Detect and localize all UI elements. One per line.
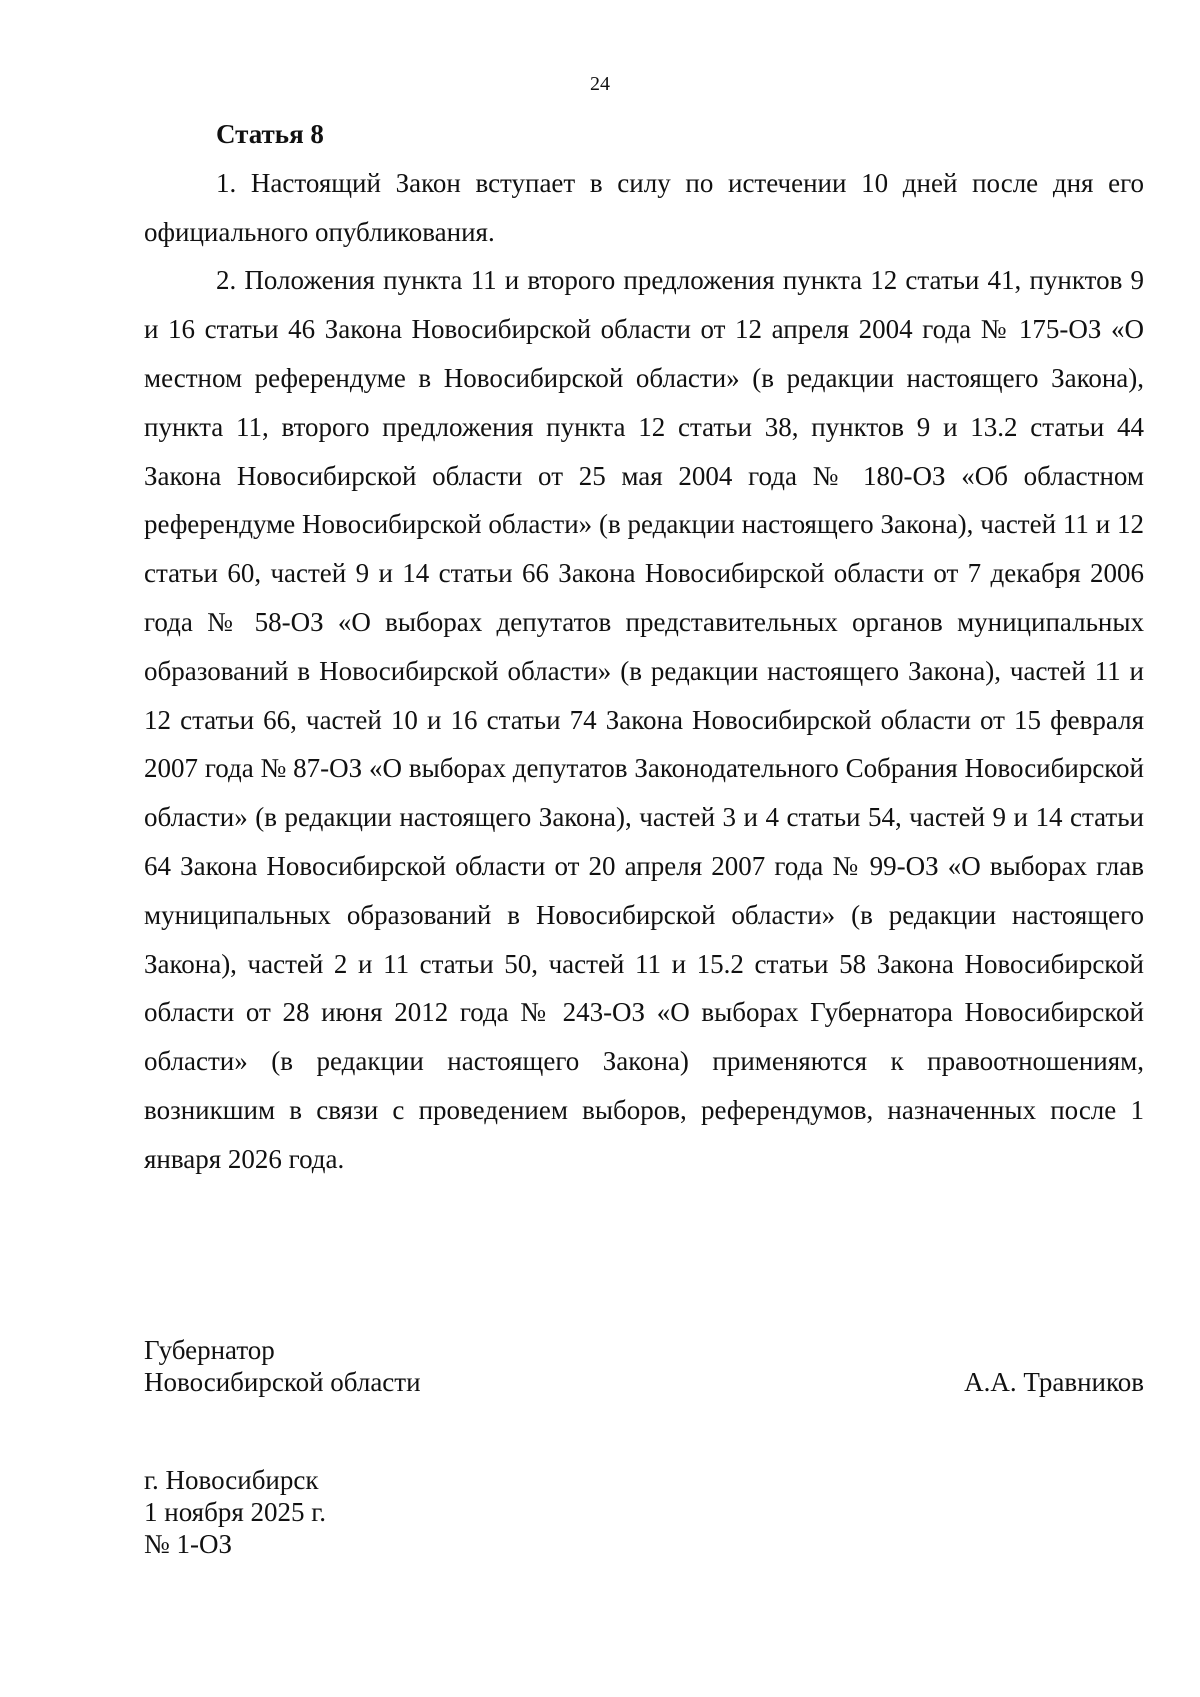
date: 1 ноября 2025 г.: [144, 1497, 327, 1527]
signature-block: [144, 1334, 1144, 1398]
page-number: 24: [590, 73, 610, 95]
law-number: № 1-ОЗ: [144, 1529, 233, 1559]
signature-row: [144, 1366, 1144, 1398]
signatory-name: А.А. Травников: [964, 1367, 1144, 1397]
article-title: Статья 8: [216, 119, 324, 149]
signatory-position-line2: Новосибирской области: [144, 1367, 421, 1397]
paragraph-1: 1. Настоящий Закон вступает в силу по истечении 10 дней после дня его официального опубликования.: [144, 167, 1144, 247]
signatory-position-line1: Губернатор: [144, 1335, 275, 1365]
paragraph-2: 2. Положения пункта 11 и второго предложения пункта 12 статьи 41, пунктов 9 и 16 статьи 46 Закона Новосибирской области от 12 апреля 2004 года № 175-ОЗ «О местном референдуме в Новосибирской области» (в редакции настоящего Закона), пункта 11, второго предложения пункта 12 статьи 38, пунктов 9 и 13.2 статьи 44 Закона Новосибирской области от 25 мая 2004 года № 180-ОЗ «Об областном референдуме Новосибирской области» (в редакции настоящего Закона), частей 11 и 12 статьи 60, частей 9 и 14 статьи 66 Закона Новосибирской области от 7 декабря 2006 года № 58-ОЗ «О выборах депутатов представительных органов муниципальных образований в Новосибирской области» (в редакции настоящего Закона), частей 11 и 12 статьи 66, частей 10 и 16 статьи 74 Закона Новосибирской области от 15 февраля 2007 года № 87-ОЗ «О выборах депутатов Законодательного Собрания Новосибирской области» (в редакции настоящего Закона), частей 3 и 4 статьи 54, частей 9 и 14 статьи 64 Закона Новосибирской области от 20 апреля 2007 года № 99-ОЗ «О выборах глав муниципальных образований в Новосибирской области» (в редакции настоящего Закона), частей 2 и 11 статьи 50, частей 11 и 15.2 статьи 58 Закона Новосибирской области от 28 июня 2012 года № 243-ОЗ «О выборах Губернатора Новосибирской области» (в редакции настоящего Закона) применяются к правоотношениям, возникшим в связи с проведением выборов, референдумов, назначенных после 1 января 2026 года.: [144, 265, 1144, 1174]
city: г. Новосибирск: [144, 1465, 319, 1495]
place-date-block: [144, 1464, 744, 1560]
document-body: [144, 110, 1144, 1184]
